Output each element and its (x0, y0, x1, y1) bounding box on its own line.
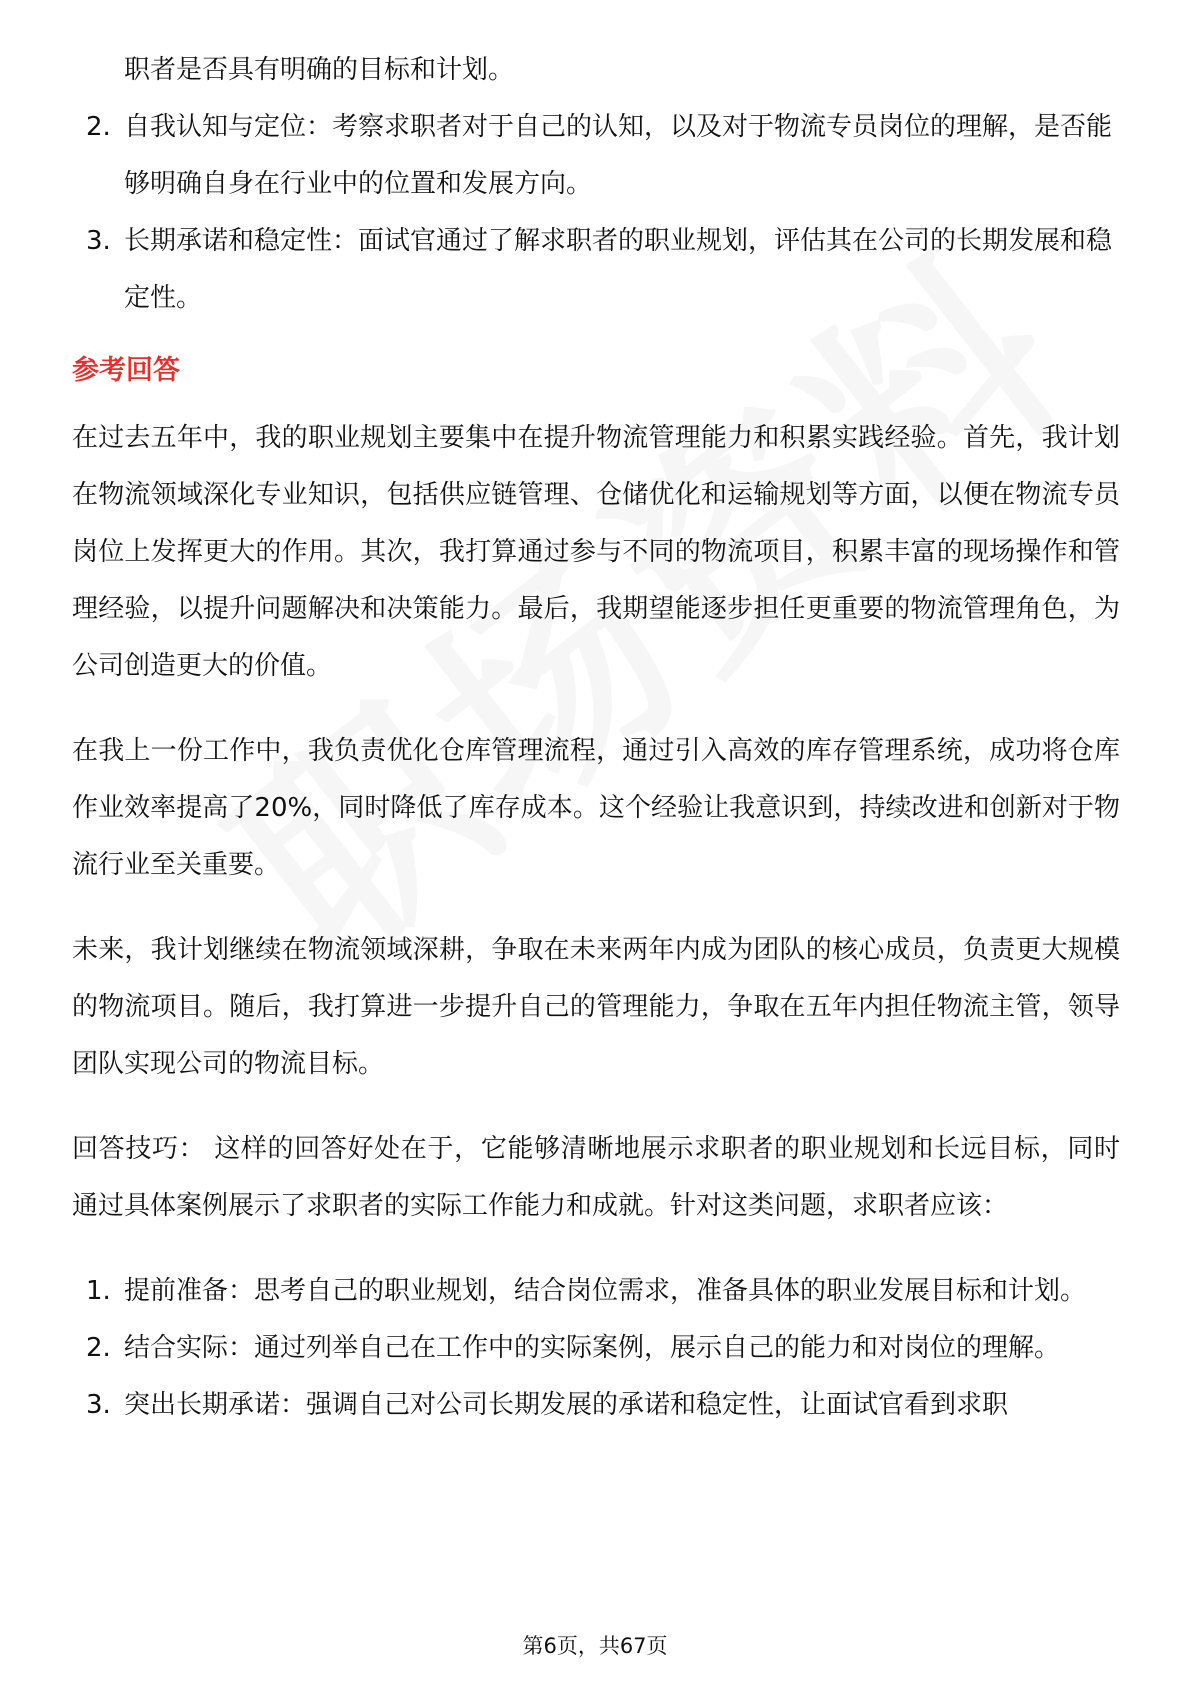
list-item (72, 99, 1120, 213)
section-heading: 参考回答 (72, 355, 180, 386)
answer-paragraph: 在过去五年中，我的职业规划主要集中在提升物流管理能力和积累实践经验。首先，我计划在物流领域深化专业知识，包括供应链管理、仓储优化和运输规划等方面，以便在物流专员岗位上发挥更大的作用。其次，我打算通过参与不同的物流项目，积累丰富的现场操作和管理经验，以提升问题解决和决策能力。最后，我期望能逐步担任更重要的物流管理角色，为公司创造更大的价值。 (72, 423, 1120, 681)
list-item-text: 结合实际：通过列举自己在工作中的实际案例，展示自己的能力和对岗位的理解。 (124, 1333, 1061, 1363)
list-item-text: 长期承诺和稳定性：面试官通过了解求职者的职业规划，评估其在公司的长期发展和稳定性。 (124, 226, 1113, 313)
tips-intro-paragraph: 回答技巧： 这样的回答好处在于，它能够清晰地展示求职者的职业规划和长远目标，同时通过具体案例展示了求职者的实际工作能力和成就。针对这类问题，求职者应该： (72, 1134, 1120, 1221)
list-item (72, 213, 1120, 327)
list-number: 1. (86, 1276, 111, 1306)
answer-paragraph: 未来，我计划继续在物流领域深耕，争取在未来两年内成为团队的核心成员，负责更大规模的物流项目。随后，我打算进一步提升自己的管理能力，争取在五年内担任物流主管，领导团队实现公司的物流目标。 (72, 935, 1120, 1079)
list-number: 3. (86, 1390, 111, 1420)
list-item (72, 1263, 1120, 1320)
list-item-text: 突出长期承诺：强调自己对公司长期发展的承诺和稳定性，让面试官看到求职 (124, 1390, 1009, 1420)
list-item-text: 提前准备：思考自己的职业规划，结合岗位需求，准备具体的职业发展目标和计划。 (124, 1276, 1087, 1306)
tips-list (72, 1263, 1120, 1434)
list-number: 2. (86, 1333, 111, 1363)
list-item-continuation: 职者是否具有明确的目标和计划。 (124, 55, 515, 85)
page-number: 第6页，共67页 (522, 1634, 668, 1658)
list-number: 3. (86, 226, 111, 256)
intro-list (72, 99, 1120, 327)
answer-paragraph: 在我上一份工作中，我负责优化仓库管理流程，通过引入高效的库存管理系统，成功将仓库作业效率提高了20%，同时降低了库存成本。这个经验让我意识到，持续改进和创新对于物流行业至关重要。 (72, 736, 1120, 880)
list-number: 2. (86, 112, 111, 142)
list-item (72, 1377, 1120, 1434)
list-item-text: 自我认知与定位：考察求职者对于自己的认知，以及对于物流专员岗位的理解，是否能够明确自身在行业中的位置和发展方向。 (124, 112, 1113, 199)
page-content (72, 42, 1120, 1434)
list-item (72, 1320, 1120, 1377)
